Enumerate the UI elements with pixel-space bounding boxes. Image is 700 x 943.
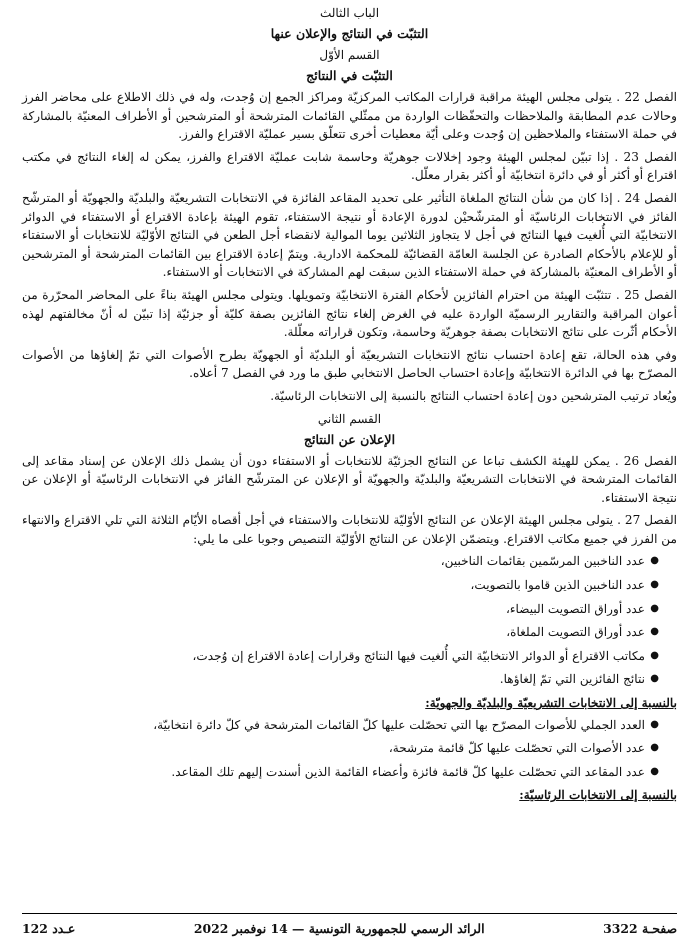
list-item: ● عدد المقاعد التي تحصّلت عليها كلّ قائمة فائزة وأعضاء القائمة الذين أسندت إليهم تلك المقاعد. bbox=[22, 763, 659, 782]
article-24: الفصل 24 . إذا كان من شأن النتائج الملغاة التأثير على تحديد المقاعد الفائزة في الانتخابات التشريعيّة والبلديّة والجهويّة أو المترشّح الفائز في الانتخابات الرئاسيّة أو المترشّحيْن لدورة الإعادة أو نتيجة الاستفتاء، تقوم الهيئة بإعادة الاقتراع أو الاستفتاء في الدوائر الانتخابيّة التي أُلغيت فيها النتائج في أجل لا يتجاوز الثلاثين يوما الموالية لانقضاء أجل الطعن في النتائج الأوّليّة للانتخابات أو الاستفتاء أو للإعلام بالأحكام الصادرة عن الجلسة العامّة القضائيّة للمحكمة الادارية. ويتمّ إعادة الاقتراع بين القائمات المترشحة أو المترشحين أو الأطراف المعنيّة بالمشاركة في حملة الاستفتاء الذين سبقت لهم المشاركة في الانتخابات أو الاستفتاء. bbox=[22, 190, 678, 280]
part-title: التثبّت في النتائج والإعلان عنها bbox=[270, 26, 429, 41]
article-23: الفصل 23 . إذا تبيّن لمجلس الهيئة وجود إخلالات جوهريّة وحاسمة شابت عمليّة الاقتراع والفرز، يمكن له إلغاء النتائج في مكتب اقتراع أو أكثر أو في دائرة انتخابيّة أو أكثر بقرار معلّل. bbox=[22, 149, 677, 183]
document-page bbox=[22, 4, 677, 808]
list-item: ● نتائج الفائزين التي تمّ إلغاؤها. bbox=[22, 670, 659, 689]
article-25-case: وفي هذه الحالة، تقع إعادة احتساب نتائج الانتخابات التشريعيّة أو البلديّة أو الجهويّة بطرح الأصوات التي تمّ إلغاؤها من الأصوات المصرّح بها في الدائرة الانتخابيّة وإعادة احتساب الحاصل الانتخابي طبق ما ورد في الفصل 7 أعلاه. bbox=[22, 347, 677, 381]
article-25: الفصل 25 . تتثبّت الهيئة من احترام الفائزين لأحكام الفترة الانتخابيّة وتمويلها. ويتولى مجلس الهيئة بناءً على المحاضر المحرّرة من أعوان المراقبة والتقارير الرسميّة الواردة عليه في الغرض إلغاء نتائج الفائزين بصفة كليّة أو جزئيّة إذا تبيّن له أنّ مخالفتهم لهذه الأحكام أثّرت على نتائج الانتخابات بصفة جوهريّة وحاسمة، وتكون قراراته معلّلة. bbox=[22, 287, 677, 340]
section-2-label: القسم الثاني bbox=[317, 411, 382, 426]
list-item: ● عدد الأصوات التي تحصّلت عليها كلّ قائمة مترشحة، bbox=[22, 739, 659, 758]
presidential-subheading: بالنسبة إلى الانتخابات الرئاسيّة: bbox=[519, 788, 677, 803]
part-number: الباب الثالث bbox=[319, 6, 380, 20]
journal-title: الرائد الرسمي للجمهورية التونسية — 14 نوفمبر 2022 bbox=[193, 921, 485, 936]
results-list bbox=[22, 552, 677, 689]
list-item: ● عدد أوراق التصويت البيضاء، bbox=[22, 600, 659, 619]
list-item: ● عدد الناخبين المرسّمين بقائمات الناخبين، bbox=[22, 552, 659, 571]
legislative-subheading: بالنسبة إلى الانتخابات التشريعيّة والبلديّة والجهويّة: bbox=[425, 696, 677, 711]
legislative-list bbox=[22, 716, 677, 782]
section-1-label: القسم الأوّل bbox=[319, 48, 380, 62]
list-item: ● العدد الجملي للأصوات المصرّح بها التي تحصّلت عليها كلّ القائمات المترشحة في كلّ دائرة انتخابيّة، bbox=[22, 716, 659, 735]
article-27: الفصل 27 . يتولى مجلس الهيئة الإعلان عن النتائج الأوّليّة للانتخابات والاستفتاء في أجل أقصاه الأيّام الثلاثة التي تلي الاقتراع والانتهاء من الفرز في جميع مكاتب الاقتراع. ويتضمّن الإعلان عن النتائج الأوّليّة التنصيص وجوبا على ما يلي: bbox=[22, 513, 678, 546]
issue-number: عـدد 122 bbox=[22, 921, 76, 936]
article-25-ranking: ويُعاد ترتيب المترشحين دون إعادة احتساب النتائج بالنسبة إلى الانتخابات الرئاسيّة. bbox=[270, 388, 677, 403]
list-item: ● عدد الناخبين الذين قاموا بالتصويت، bbox=[22, 576, 659, 595]
list-item: ● مكاتب الاقتراع أو الدوائر الانتخابيّة التي أُلغيت فيها النتائج وقرارات إعادة الاقتراع إن وُجدت، bbox=[22, 647, 659, 666]
article-22: الفصل 22 . يتولى مجلس الهيئة مراقبة قرارات المكاتب المركزيّة ومراكز الجمع إن وُجدت، وله في ذلك الاطلاع على محاضر الفرز وحالات عدم المطابقة والملاحظات والتحفّظات الواردة من ممثّلي القائمات المترشحة أو المترشحين أو الأطراف المعنيّة بالمشاركة في حملة الاستفتاء والملاحظين إن وُجدت وعلى أيّة معطيات أخرى تتعلّق بسير عمليّة الاقتراع والفرز. bbox=[22, 90, 677, 142]
section-2-title: الإعلان عن النتائج bbox=[303, 431, 396, 447]
list-item: ● عدد أوراق التصويت الملغاة، bbox=[22, 623, 659, 642]
page-footer bbox=[22, 913, 677, 939]
page-number: صفحـة 3322 bbox=[603, 921, 677, 936]
article-26: الفصل 26 . يمكن للهيئة الكشف تباعا عن النتائج الجزئيّة للانتخابات أو الاستفتاء دون أن يشمل ذلك الإعلان عن إسناد مقاعد إلى القائمات المترشحة في الانتخابات التشريعيّة والبلديّة والجهويّة أو الإعلان عن المترشّح الفائز في الانتخابات الرئاسيّة أو الإعلان عن نتيجة الاستفتاء. bbox=[22, 453, 677, 505]
section-1-title: التثبّت في النتائج bbox=[306, 68, 393, 83]
